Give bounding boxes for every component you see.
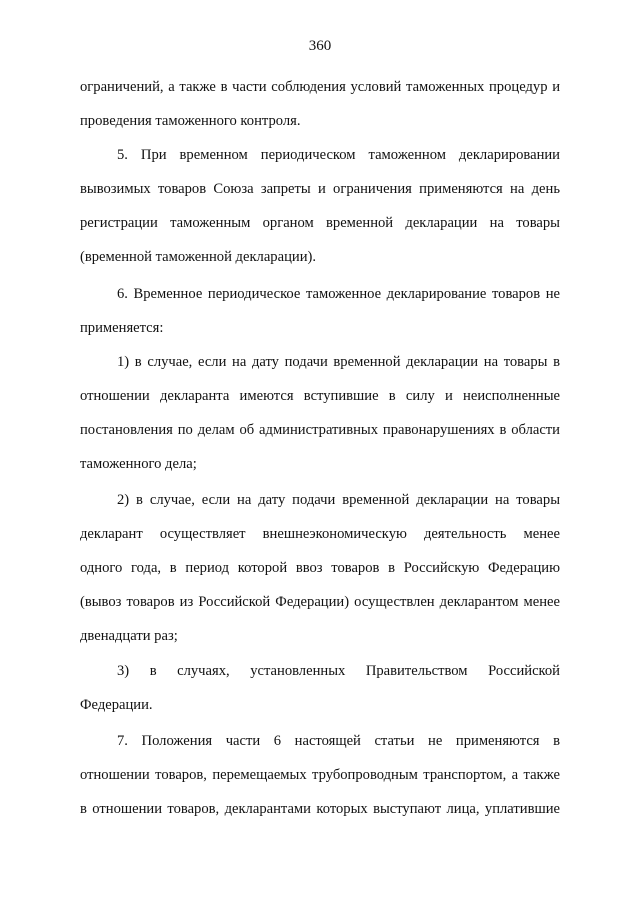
list-item-first-line: 3) в случаях, установленных Правительством Российской	[117, 663, 560, 679]
text-line: декларант осуществляет внешнеэкономическую деятельность менее	[80, 526, 560, 542]
list-item-first-line: 2) в случае, если на дату подачи временной декларации на товары	[117, 492, 560, 508]
paragraph-first-line: 5. При временном периодическом таможенном декларировании	[117, 147, 560, 163]
list-item-first-line: 1) в случае, если на дату подачи временной декларации на товары в	[117, 354, 560, 370]
paragraph-first-line: 7. Положения части 6 настоящей статьи не применяются в	[117, 733, 560, 749]
text-line: применяется:	[80, 320, 164, 336]
text-line: проведения таможенного контроля.	[80, 113, 301, 129]
paragraph-first-line: 6. Временное периодическое таможенное декларирование товаров не	[117, 286, 560, 302]
text-line: таможенного дела;	[80, 456, 197, 472]
text-line: ограничений, а также в части соблюдения условий таможенных процедур и	[80, 79, 560, 95]
text-line: (вывоз товаров из Российской Федерации) осуществлен декларантом менее	[80, 594, 560, 610]
page-number: 360	[308, 38, 332, 54]
text-line: отношении товаров, перемещаемых трубопроводным транспортом, а также	[80, 767, 560, 783]
text-line: отношении декларанта имеются вступившие в силу и неисполненные	[80, 388, 560, 404]
text-line: постановления по делам об административных правонарушениях в области	[80, 422, 560, 438]
text-line: двенадцати раз;	[80, 628, 178, 644]
text-line: регистрации таможенным органом временной декларации на товары	[80, 215, 560, 231]
text-line: вывозимых товаров Союза запреты и ограничения применяются на день	[80, 181, 560, 197]
text-line: (временной таможенной декларации).	[80, 249, 317, 265]
text-line: Федерации.	[80, 697, 153, 713]
text-line: одного года, в период которой ввоз товаров в Российскую Федерацию	[80, 560, 560, 576]
text-line: в отношении товаров, декларантами которых выступают лица, уплатившие	[80, 801, 560, 817]
